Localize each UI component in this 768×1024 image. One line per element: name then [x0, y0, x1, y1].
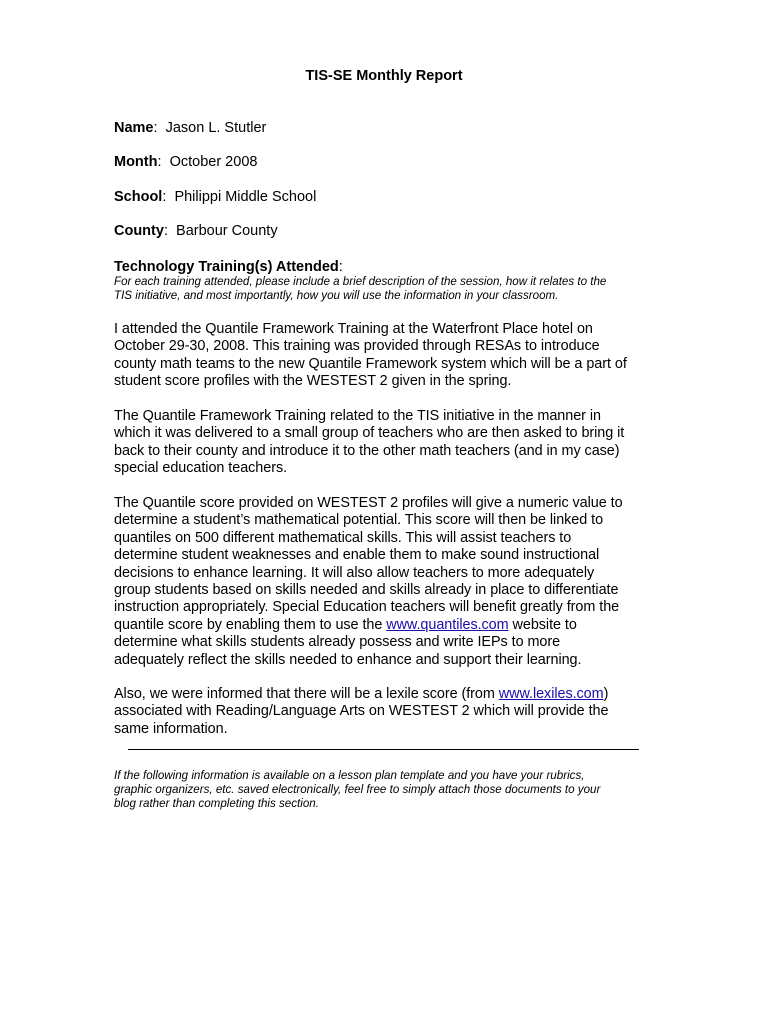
school-field: School: Philippi Middle School [114, 189, 317, 205]
paragraph-line: back to their county and introduce it to the other math teachers (and in my case) [114, 442, 620, 459]
quantiles-link[interactable]: www.quantiles.com [386, 616, 509, 633]
paragraph-line [114, 617, 674, 634]
instruction-line: blog rather than completing this section. [114, 797, 319, 810]
paragraph-line: determine student weaknesses and enable them to make sound instructional [114, 547, 600, 564]
report-title: TIS-SE Monthly Report [305, 68, 463, 84]
training-instructions [114, 275, 674, 303]
paragraph-line: group students based on skills needed and skills already in place to differentiate [114, 582, 619, 599]
paragraph-line: October 29-30, 2008. This training was provided through RESAs to introduce [114, 338, 600, 355]
paragraph-line: decisions to enhance learning. It will also allow teachers to more adequately [114, 564, 595, 581]
paragraph-line: adequately reflect the skills needed to enhance and support their learning. [114, 651, 582, 668]
paragraph-line: special education teachers. [114, 460, 288, 477]
training-heading-text: Technology Training(s) Attended [114, 259, 339, 275]
county-field: County: Barbour County [114, 223, 278, 239]
paragraph-1 [114, 321, 674, 391]
school-value: Philippi Middle School [174, 189, 317, 205]
paragraph-line: same information. [114, 720, 228, 737]
paragraph-text: quantile score by enabling them to use the [114, 616, 387, 633]
paragraph-line: determine a student’s mathematical potential. This score will then be linked to [114, 512, 604, 529]
section-divider [128, 749, 639, 750]
paragraph-4 [114, 686, 674, 738]
county-value: Barbour County [176, 223, 278, 239]
month-value: October 2008 [169, 154, 258, 170]
paragraph-line: determine what skills students already possess and write IEPs to more [114, 634, 561, 651]
name-value: Jason L. Stutler [165, 120, 267, 136]
training-heading: Technology Training(s) Attended: [114, 259, 343, 275]
instruction-line: For each training attended, please include a brief description of the session, how it relates to the [114, 275, 607, 288]
county-label: County [114, 223, 164, 239]
month-field: Month: October 2008 [114, 154, 258, 170]
paragraph-text: website to [508, 616, 577, 633]
instruction-line: If the following information is available on a lesson plan template and you have your rubrics, [114, 769, 585, 782]
instruction-line: TIS initiative, and most importantly, how you will use the information in your classroom. [114, 289, 559, 302]
paragraph-text: ) [603, 686, 609, 702]
paragraph-line: county math teams to the new Quantile Framework system which will be a part of [114, 355, 627, 372]
paragraph-2 [114, 408, 674, 478]
paragraph-line: instruction appropriately. Special Education teachers will benefit greatly from the [114, 599, 620, 616]
month-label: Month [114, 154, 158, 170]
paragraph-line: student score profiles with the WESTEST 2 given in the spring. [114, 373, 512, 390]
paragraph-text: Also, we were informed that there will be a lexile score (from [114, 686, 499, 702]
paragraph-line [114, 686, 674, 703]
school-label: School [114, 189, 163, 205]
paragraph-line: associated with Reading/Language Arts on WESTEST 2 which will provide the [114, 703, 609, 720]
paragraph-line: quantiles on 500 different mathematical skills. This will assist teachers to [114, 529, 572, 546]
paragraph-line: which it was delivered to a small group of teachers who are then asked to bring it [114, 425, 625, 442]
paragraph-line: The Quantile Framework Training related to the TIS initiative in the manner in [114, 408, 601, 424]
instruction-line: graphic organizers, etc. saved electronically, feel free to simply attach those documents to your [114, 783, 601, 796]
paragraph-line: The Quantile score provided on WESTEST 2 profiles will give a numeric value to [114, 495, 623, 511]
footer-instructions [114, 769, 674, 811]
paragraph-line: I attended the Quantile Framework Training at the Waterfront Place hotel on [114, 321, 593, 337]
name-label: Name [114, 120, 154, 136]
paragraph-3 [114, 495, 674, 669]
lexiles-link[interactable]: www.lexiles.com [498, 686, 604, 702]
name-field: Name: Jason L. Stutler [114, 120, 267, 136]
